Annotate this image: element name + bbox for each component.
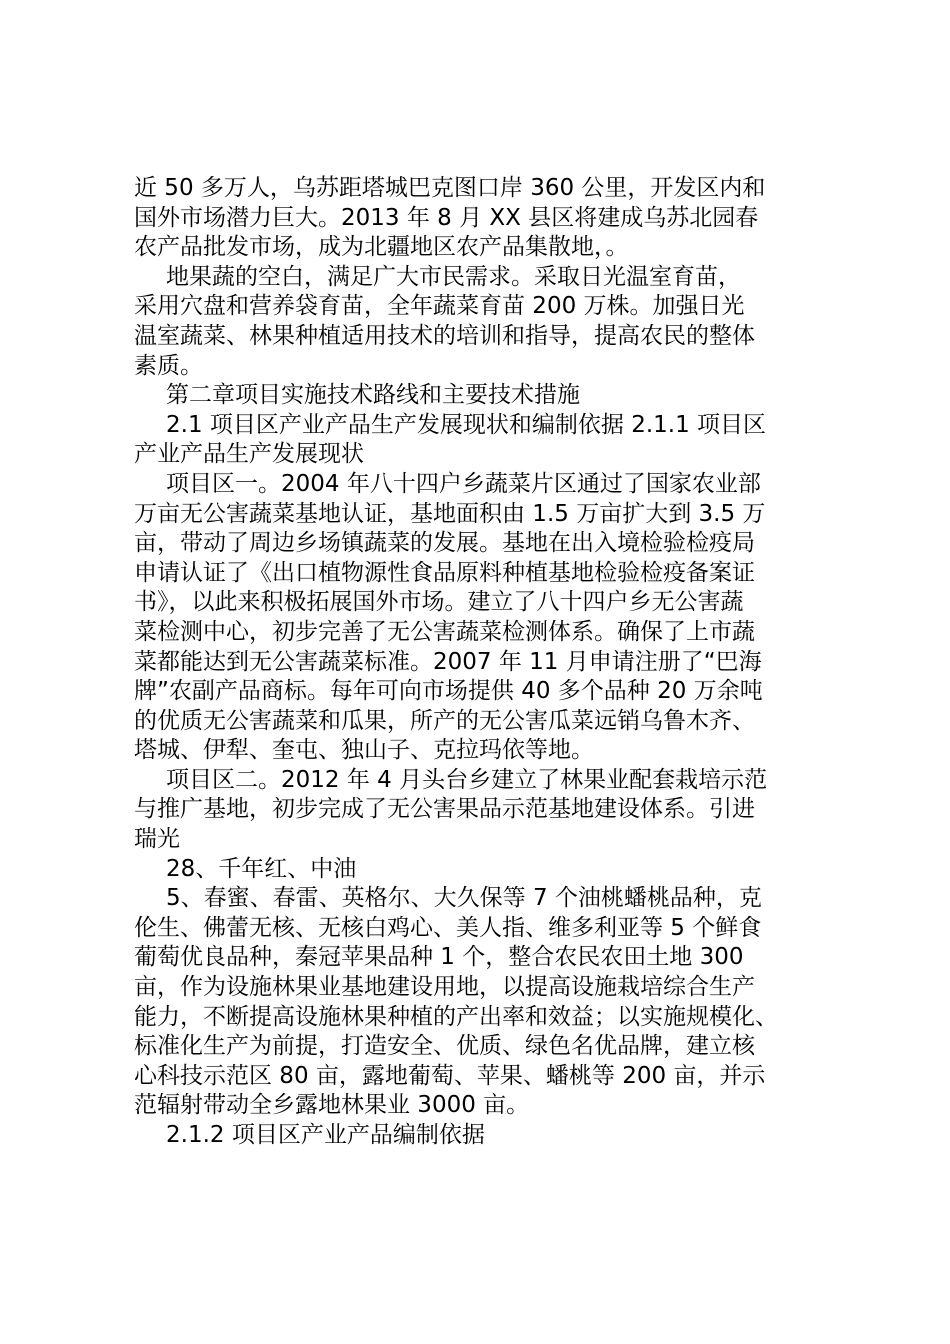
text-line: 项目区一。2004 年八十四户乡蔬菜片区通过了国家农业部: [166, 470, 761, 497]
text-line: 亩，作为设施林果业基地建设用地，以提高设施栽培综合生产: [134, 974, 755, 1001]
text-line: 伦生、佛蕾无核、无核白鸡心、美人指、维多利亚等 5 个鲜食: [134, 914, 762, 941]
text-line: 心科技示范区 80 亩，露地葡萄、苹果、蟠桃等 200 亩，并示: [134, 1062, 766, 1089]
text-line: 产业产品生产发展现状: [134, 441, 364, 468]
text-line: 地果蔬的空白，满足广大市民需求。采取日光温室育苗，: [166, 263, 741, 290]
text-line: 素质。: [134, 352, 203, 379]
text-line: 葡萄优良品种，秦冠苹果品种 1 个，整合农民农田土地 300: [134, 944, 744, 971]
text-line: 农产品批发市场，成为北疆地区农产品集散地，。: [134, 234, 629, 261]
text-line: 2.1 项目区产业产品生产发展现状和编制依据 2.1.1 项目区: [166, 411, 767, 438]
text-line: 第二章项目实施技术路线和主要技术措施: [166, 382, 580, 409]
text-line: 亩，带动了周边乡场镇蔬菜的发展。基地在出入境检验检疫局: [134, 530, 755, 557]
text-line: 瑞光: [134, 826, 180, 853]
text-line: 28、千年红、中油: [166, 855, 357, 882]
text-line: 与推广基地，初步完成了无公害果品示范基地建设体系。引进: [134, 796, 755, 823]
document-body: [134, 174, 839, 1151]
text-line: 的优质无公害蔬菜和瓜果，所产的无公害瓜菜远销乌鲁木齐、: [134, 707, 755, 734]
text-line: 标准化生产为前提，打造安全、优质、绿色名优品牌，建立核: [134, 1033, 755, 1060]
text-line: 项目区二。2012 年 4 月头台乡建立了林果业配套栽培示范: [166, 766, 768, 793]
text-line: 书》，以此来积极拓展国外市场。建立了八十四户乡无公害蔬: [134, 589, 744, 616]
text-line: 菜都能达到无公害蔬菜标准。2007 年 11 月申请注册了“巴海: [134, 648, 762, 675]
text-line: 菜检测中心，初步完善了无公害蔬菜检测体系。确保了上市蔬: [134, 618, 755, 645]
text-line: 温室蔬菜、林果种植适用技术的培训和指导，提高农民的整体: [134, 322, 755, 349]
text-line: 塔城、伊犁、奎屯、独山子、克拉玛依等地。: [134, 737, 594, 764]
text-line: 范辐射带动全乡露地林果业 3000 亩。: [134, 1092, 530, 1119]
text-line: 国外市场潜力巨大。2013 年 8 月 XX 县区将建成乌苏北园春: [134, 204, 759, 231]
text-line: 牌”农副产品商标。每年可向市场提供 40 多个品种 20 万余吨: [134, 678, 763, 705]
text-line: 5、春蜜、春雷、英格尔、大久保等 7 个油桃蟠桃品种，克: [166, 885, 762, 912]
text-line: 近 50 多万人，乌苏距塔城巴克图口岸 360 公里，开发区内和: [134, 175, 766, 201]
text-line: 2.1.2 项目区产业产品编制依据: [166, 1122, 485, 1148]
text-line: 申请认证了《出口植物源性食品原料种植基地检验检疫备案证: [134, 559, 755, 586]
text-line: 采用穴盘和营养袋育苗，全年蔬菜育苗 200 万株。加强日光: [134, 293, 745, 320]
text-line: 能力，不断提高设施林果种植的产出率和效益；以实施规模化、: [134, 1003, 778, 1030]
text-line: 万亩无公害蔬菜基地认证，基地面积由 1.5 万亩扩大到 3.5 万: [134, 500, 766, 527]
